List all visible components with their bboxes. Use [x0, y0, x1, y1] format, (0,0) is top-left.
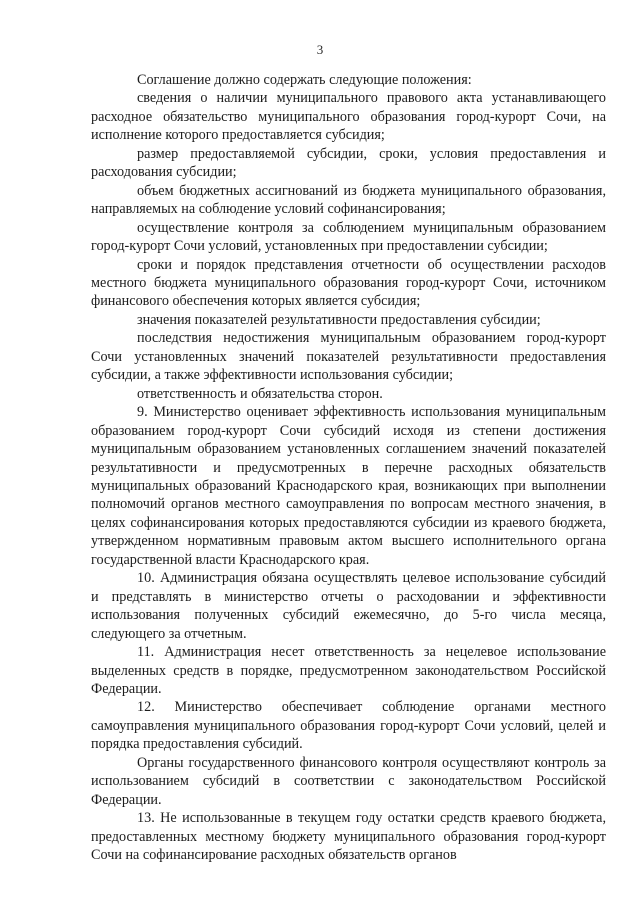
- paragraph-financial-control: Органы государственного финансового контроля осуществляют контроль за использованием субсидий в соответствии с законодательством Российской Федерации.: [91, 754, 606, 808]
- paragraph-consequences: последствия недостижения муниципальным образованием город-курорт Сочи установленных значений показателей результативности предоставления субсидии, а также эффективности использования субсидии;: [91, 330, 606, 384]
- paragraph-budget-volume: объем бюджетных ассигнований из бюджета муниципального образования, направляемых на соблюдение условий софинансирования;: [91, 182, 606, 218]
- paragraph-reporting: сроки и порядок представления отчетности об осуществлении расходов местного бюджета муниципального образования город-курорт Сочи, источником финансового обеспечения которых является субсидия;: [91, 256, 606, 310]
- paragraph-item-9: 9. Министерство оценивает эффективность использования муниципальным образованием город-курорт Сочи субсидий исходя из степени достижения муниципальным образованием установленных соглашением значений показателей результативности и предусмотренных в перечне расходных обязательств муниципальных образований Краснодарского края, возникающих при выполнении полномочий органов местного самоуправления по вопросам местного значения, в целях софинансирования которых предоставляются субсидии из краевого бюджета, утвержденном нормативным правовым актом высшего исполнительного органа государственной власти Краснодарского края.: [91, 404, 606, 568]
- paragraph-indicators: значения показателей результативности предоставления субсидии;: [137, 311, 541, 328]
- paragraph-subsidy-size: размер предоставляемой субсидии, сроки, условия предоставления и расходования субсидии;: [91, 145, 606, 181]
- paragraph-item-11: 11. Администрация несет ответственность за нецелевое использование выделенных средств в порядке, предусмотренном законодательством Российской Федерации.: [91, 644, 606, 697]
- paragraph-item-12: 12. Министерство обеспечивает соблюдение органами местного самоуправления муниципального образования город-курорт Сочи условий, целей и порядка предоставления субсидий.: [91, 699, 606, 753]
- paragraph-responsibility: ответственность и обязательства сторон.: [137, 385, 383, 402]
- paragraph-legal-act: сведения о наличии муниципального правового акта устанавливающего расходное обязательство муниципального образования город-курорт Сочи, на исполнение которого предоставляется субсидия;: [91, 90, 606, 144]
- document-body: [91, 71, 606, 864]
- paragraph-item-13: 13. Не использованные в текущем году остатки средств краевого бюджета, предоставленных местному бюджету муниципального образования город-курорт Сочи на софинансирование расходных обязательств органов: [91, 810, 606, 864]
- paragraph-item-10: 10. Администрация обязана осуществлять целевое использование субсидий и представлять в министерство отчеты о расходовании и эффективности использования полученных субсидий ежемесячно, до 5-го числа месяца, следующего за отчетным.: [91, 570, 606, 642]
- paragraph-control: осуществление контроля за соблюдением муниципальным образованием город-курорт Сочи условий, установленных при предоставлении субсидии;: [91, 219, 606, 255]
- page-number: 3: [316, 42, 324, 57]
- paragraph-intro: Соглашение должно содержать следующие положения:: [137, 72, 472, 88]
